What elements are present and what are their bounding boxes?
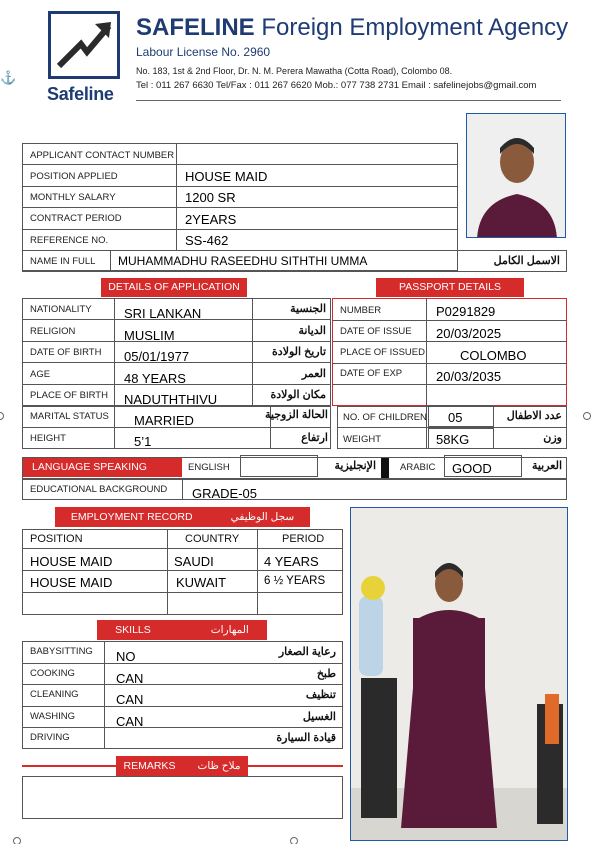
weight-label: WEIGHT — [343, 434, 381, 445]
full-name-value: MUHAMMADHU RASEEDHU SITHTHI UMMA — [118, 254, 368, 268]
english-value-box — [240, 455, 318, 477]
english-label: ENGLISH — [188, 462, 230, 473]
place-of-issued-value: COLOMBO — [460, 348, 527, 363]
employment-header-period: PERIOD — [282, 533, 325, 545]
marital-status-label: MARITAL STATUS — [30, 411, 109, 422]
employment-row-2-country: KUWAIT — [176, 575, 227, 590]
education-value: GRADE-05 — [192, 486, 258, 501]
skill-driving-ar-label: قيادة السيارة — [276, 732, 336, 744]
resize-handle[interactable] — [0, 412, 4, 420]
skill-cleaning-label: CLEANING — [30, 689, 79, 700]
passport-title: PASSPORT DETAILS — [376, 278, 524, 297]
resize-handle[interactable] — [583, 412, 591, 420]
license-number: Labour License No. 2960 — [136, 45, 271, 59]
anchor-icon: ⚓ — [0, 70, 17, 85]
employment-title — [55, 507, 310, 527]
employment-row-2-period: 6 ½ YEARS — [264, 575, 326, 587]
date-of-birth-ar-label: تاريخ الولادة — [272, 346, 326, 358]
passport-number-value: P0291829 — [436, 304, 496, 319]
place-of-birth-ar-label: مكان الولادة — [270, 389, 326, 401]
age-value: 48 YEARS — [124, 371, 186, 386]
place-of-issued-label: PLACE OF ISSUED — [340, 347, 425, 358]
skills-title-en: SKILLS — [115, 624, 151, 636]
children-label: NO. OF CHILDREN — [343, 412, 427, 423]
applicant-contact-label: APPLICANT CONTACT NUMBER — [30, 150, 175, 161]
contract-period-value: 2YEARS — [185, 212, 237, 227]
date-of-birth-value: 05/01/1977 — [124, 349, 190, 364]
contract-period-label: CONTRACT PERIOD — [30, 213, 122, 224]
nationality-ar-label: الجنسية — [290, 303, 326, 315]
education-label: EDUCATIONAL BACKGROUND — [30, 484, 168, 495]
skill-cleaning-value: CAN — [116, 692, 144, 707]
skill-cooking-value: CAN — [116, 671, 144, 686]
safeline-logo — [48, 11, 120, 79]
skill-washing-label: WASHING — [30, 711, 76, 722]
skill-babysitting-ar-label: رعاية الصغار — [278, 646, 336, 658]
age-ar-label: العمر — [301, 368, 326, 380]
employment-row-1-country: SAUDI — [174, 554, 214, 569]
weight-value: 58KG — [436, 432, 470, 447]
weight-ar-label: وزن — [543, 432, 562, 444]
skill-washing-ar-label: الغسيل — [302, 711, 336, 723]
reference-no-label: REFERENCE NO. — [30, 235, 109, 246]
children-value: 05 — [448, 410, 463, 425]
remarks-title-ar: ملاح ظات — [197, 760, 241, 772]
arabic-ar-label: العربية — [531, 460, 562, 472]
skill-babysitting-label: BABYSITTING — [30, 646, 93, 657]
applicant-fullbody-photo — [350, 507, 568, 841]
religion-value: MUSLIM — [124, 328, 175, 343]
position-applied-label: POSITION APPLIED — [30, 171, 118, 182]
date-of-exp-label: DATE OF EXP — [340, 368, 403, 379]
remarks-title-en: REMARKS — [123, 760, 176, 772]
employment-title-en: EMPLOYMENT RECORD — [70, 511, 193, 523]
skills-title-ar: المهارات — [210, 624, 249, 636]
resize-handle[interactable] — [13, 837, 21, 844]
skill-washing-value: CAN — [116, 714, 144, 729]
arabic-value: GOOD — [452, 461, 492, 476]
monthly-salary-value: 1200 SR — [185, 190, 236, 205]
employment-header-country: COUNTRY — [185, 533, 240, 545]
header-divider — [136, 100, 561, 101]
skills-title — [97, 620, 267, 640]
agency-name: SAFELINE Foreign Employment Agency — [136, 14, 569, 41]
skill-cooking-label: COOKING — [30, 668, 75, 679]
employment-header-position: POSITION — [30, 533, 83, 545]
employment-row-1-position: HOUSE MAID — [30, 554, 113, 569]
english-ar-label: الإنجليزية — [334, 460, 376, 472]
remarks-box[interactable] — [22, 776, 343, 819]
skill-driving-label: DRIVING — [30, 732, 70, 743]
skill-babysitting-value: NO — [116, 649, 136, 664]
religion-ar-label: الديانة — [298, 325, 326, 337]
agency-contact: Tel : 011 267 6630 Tel/Fax : 011 267 6620 Mob.: 077 738 2731 Email : safelinejobs@gmail.com — [136, 80, 537, 91]
monthly-salary-label: MONTHLY SALARY — [30, 192, 116, 203]
full-name-label: NAME IN FULL — [30, 256, 96, 267]
age-label: AGE — [30, 369, 51, 380]
applicant-portrait-photo — [466, 113, 566, 238]
place-of-birth-label: PLACE OF BIRTH — [30, 390, 108, 401]
arabic-label: ARABIC — [400, 462, 436, 473]
place-of-birth-value: NADUTHTHIVU — [124, 392, 218, 407]
date-of-birth-label: DATE OF BIRTH — [30, 347, 102, 358]
employment-row-1-period: 4 YEARS — [264, 554, 319, 569]
height-label: HEIGHT — [30, 433, 66, 444]
marital-status-value: MARRIED — [134, 413, 194, 428]
date-of-issue-value: 20/03/2025 — [436, 326, 502, 341]
position-applied-value: HOUSE MAID — [185, 169, 268, 184]
language-title: LANGUAGE SPEAKING — [22, 457, 182, 477]
logo-wordmark: Safeline — [47, 84, 114, 104]
height-ar-label: ارتفاع — [301, 432, 328, 444]
language-separator — [381, 458, 389, 478]
reference-no-value: SS-462 — [185, 233, 229, 248]
agency-address: No. 183, 1st & 2nd Floor, Dr. N. M. Perera Mawatha (Cotta Road), Colombo 08. — [136, 66, 453, 76]
marital-status-ar-label: الحالة الزوجية — [265, 409, 328, 421]
details-title: DETAILS OF APPLICATION — [101, 278, 247, 297]
resize-handle[interactable] — [290, 837, 298, 844]
nationality-label: NATIONALITY — [30, 304, 92, 315]
date-of-exp-value: 20/03/2035 — [436, 369, 502, 384]
remarks-title — [116, 756, 248, 776]
portrait-figure-icon — [467, 114, 566, 238]
employment-title-ar: سجل الوظيفي — [230, 511, 295, 523]
remarks-text — [23, 777, 342, 785]
skill-cooking-ar-label: طبخ — [316, 668, 336, 680]
children-ar-label: عدد الاطفال — [506, 410, 562, 422]
nationality-value: SRI LANKAN — [124, 306, 202, 321]
full-name-ar-label: الاسمل الكامل — [493, 255, 560, 267]
passport-number-label: NUMBER — [340, 305, 382, 316]
height-value: 5’1 — [134, 434, 152, 449]
fullbody-figure-icon — [351, 508, 568, 841]
logo-arrow-icon — [51, 14, 117, 76]
date-of-issue-label: DATE OF ISSUE — [340, 326, 412, 337]
skill-cleaning-ar-label: تنظيف — [305, 689, 336, 701]
religion-label: RELIGION — [30, 326, 76, 337]
employment-row-2-position: HOUSE MAID — [30, 575, 113, 590]
